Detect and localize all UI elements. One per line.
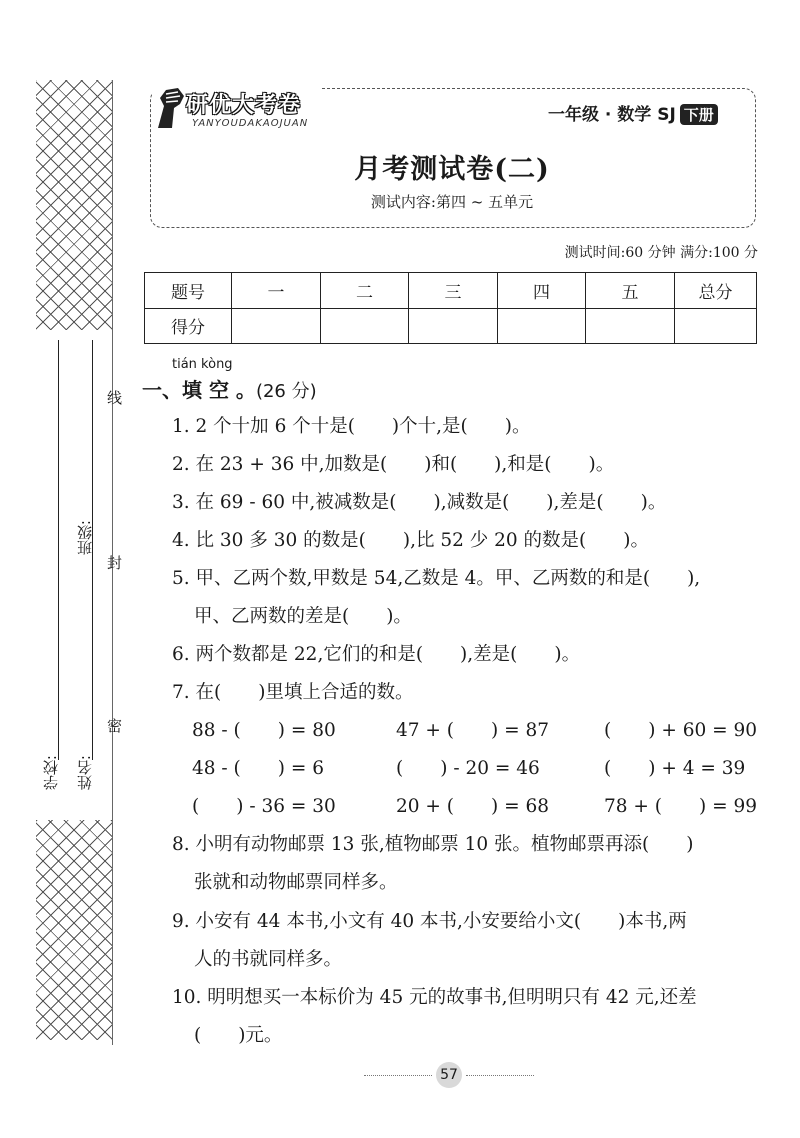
score-cell[interactable] — [498, 308, 586, 344]
question-2: 2. 在 23 + 36 中,加数是( )和( ),和是( )。 — [172, 454, 615, 475]
logo-subtext: YANYOUDAKAOJUAN — [192, 118, 309, 129]
seal-mark-seal: 封 — [105, 555, 123, 570]
question-10-line-2: ( )元。 — [194, 1025, 283, 1046]
question-5-line-2: 甲、乙两数的差是( )。 — [194, 606, 412, 627]
equation: ( ) + 4 = 39 — [604, 758, 746, 779]
question-1: 1. 2 个十加 6 个十是( )个十,是( )。 — [172, 416, 531, 437]
section-pinyin: tián kòng — [172, 357, 233, 372]
seal-mark-line: 线 — [105, 390, 123, 405]
footer-rule-right — [466, 1075, 534, 1076]
question-5-line-1: 5. 甲、乙两个数,甲数是 54,乙数是 4。甲、乙两数的和是( ), — [172, 568, 701, 589]
score-header-cell: 二 — [321, 273, 409, 309]
equation: ( ) + 60 = 90 — [604, 720, 758, 741]
fist-icon — [152, 84, 188, 130]
question-7: 7. 在( )里填上合适的数。 — [172, 682, 414, 703]
equation: ( ) - 20 = 46 — [396, 758, 540, 779]
publisher-logo — [152, 82, 322, 134]
margin-rule-left — [58, 340, 59, 760]
question-9-line-1: 9. 小安有 44 本书,小文有 40 本书,小安要给小文( )本书,两 — [172, 911, 687, 932]
test-content: 测试内容:第四 ~ 五单元 — [370, 193, 534, 211]
question-3: 3. 在 69 - 60 中,被减数是( ),减数是( ),差是( )。 — [172, 492, 667, 513]
score-header-cell: 五 — [586, 273, 675, 309]
score-header-cell: 总分 — [675, 273, 757, 309]
score-header-cell: 题号 — [145, 273, 232, 309]
question-6: 6. 两个数都是 22,它们的和是( ),差是( )。 — [172, 644, 581, 665]
class-label: 班级: — [76, 520, 94, 556]
equation: 20 + ( ) = 68 — [396, 796, 550, 817]
score-table — [144, 272, 757, 344]
page-number: 57 — [436, 1062, 462, 1088]
school-label: 学校: — [42, 755, 60, 791]
seal-mark-secret: 密 — [105, 718, 123, 733]
score-header-cell: 四 — [498, 273, 586, 309]
score-cell[interactable] — [232, 308, 321, 344]
score-cell[interactable] — [586, 308, 675, 344]
book-volume-badge: 下册 — [680, 104, 718, 125]
section-heading: 一、填 空 。 — [142, 378, 256, 402]
score-header-cell: 一 — [232, 273, 321, 309]
binding-margin — [36, 80, 123, 1045]
equation: 88 - ( ) = 80 — [192, 720, 336, 741]
page-title: 月考测试卷(二) — [354, 154, 550, 185]
equation: 78 + ( ) = 99 — [604, 796, 758, 817]
logo-text: 研优大考卷 — [186, 93, 302, 118]
lattice-pattern-top — [36, 80, 112, 330]
section-score: (26 分) — [255, 381, 317, 402]
score-cell[interactable] — [409, 308, 498, 344]
score-table-score-row — [145, 308, 757, 344]
section-title — [142, 374, 317, 403]
grade-text: 一年级 · 数学 SJ — [548, 105, 676, 125]
score-cell[interactable] — [321, 308, 409, 344]
question-8-line-1: 8. 小明有动物邮票 13 张,植物邮票 10 张。植物邮票再添( ) — [172, 834, 694, 855]
grade-subject — [548, 100, 718, 125]
equation: ( ) - 36 = 30 — [192, 796, 336, 817]
test-time-score: 测试时间:60 分钟 满分:100 分 — [564, 245, 758, 261]
equation: 48 - ( ) = 6 — [192, 758, 325, 779]
score-row-label: 得分 — [145, 308, 232, 344]
footer-rule-left — [364, 1075, 432, 1076]
question-8-line-2: 张就和动物邮票同样多。 — [194, 872, 398, 893]
score-cell[interactable] — [675, 308, 757, 344]
question-9-line-2: 人的书就同样多。 — [194, 949, 343, 970]
question-4: 4. 比 30 多 30 的数是( ),比 52 少 20 的数是( )。 — [172, 530, 649, 551]
score-table-header-row — [145, 273, 757, 309]
question-10-line-1: 10. 明明想买一本标价为 45 元的故事书,但明明只有 42 元,还差 — [172, 987, 697, 1008]
lattice-pattern-bottom — [36, 820, 112, 1040]
equation: 47 + ( ) = 87 — [396, 720, 550, 741]
name-label: 姓名: — [76, 755, 94, 791]
score-header-cell: 三 — [409, 273, 498, 309]
